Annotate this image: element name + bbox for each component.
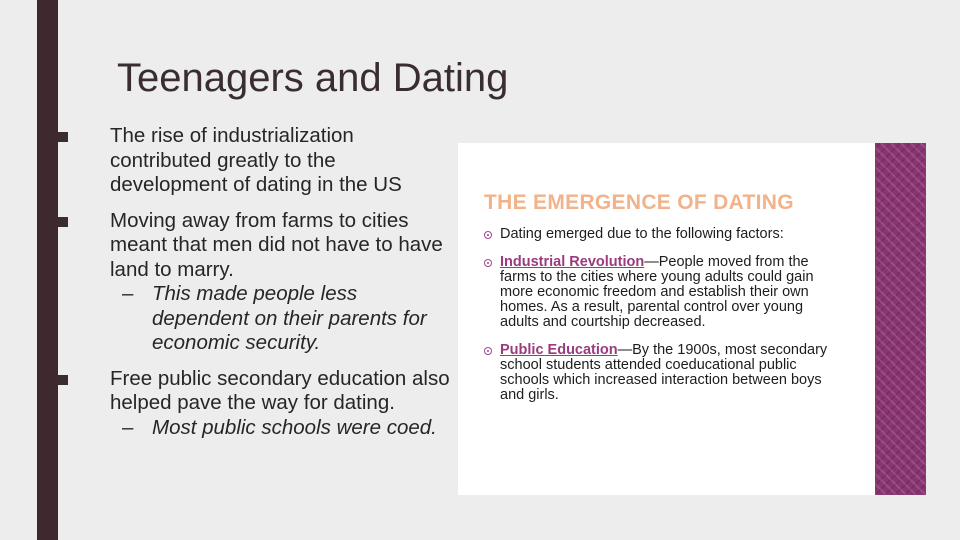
factor-term: Industrial Revolution (500, 254, 645, 270)
circle-bullet-icon (484, 231, 492, 239)
embedded-list-item (482, 255, 840, 330)
embedded-list-item (482, 343, 840, 403)
embedded-heading: THE EMERGENCE OF DATING (484, 191, 794, 214)
sub-bullet-item (110, 416, 458, 441)
factor-term: Public Education (500, 342, 618, 358)
bullet-item (58, 367, 458, 441)
square-bullet-icon (58, 217, 68, 227)
bullet-list (58, 124, 458, 451)
dash-icon: – (122, 415, 134, 439)
bullet-text: The rise of industrialization contributed greatly to the development of dating in the US (110, 124, 402, 196)
bullet-item (58, 209, 458, 356)
circle-bullet-icon (484, 259, 492, 267)
sub-bullet-text: This made people less dependent on their parents for economic security. (152, 282, 427, 354)
factor-text: —People moved from the farms to the cities where young adults could gain more economic freedom and establish their own homes. As a result, parental control over young adults and courtship decreased. (500, 254, 814, 330)
embedded-slide-image (458, 143, 926, 495)
embedded-factor-list (482, 227, 840, 416)
bullet-text: Moving away from farms to cities meant that men did not have to have land to marry. (110, 208, 443, 281)
circle-bullet-icon (484, 347, 492, 355)
square-bullet-icon (58, 132, 68, 142)
square-bullet-icon (58, 375, 68, 385)
embedded-intro: Dating emerged due to the following factors: (500, 226, 784, 242)
sub-bullet-text: Most public schools were coed. (152, 415, 437, 439)
dash-icon: – (122, 282, 134, 305)
decorative-pattern-strip (875, 143, 926, 495)
left-accent-bar (37, 0, 58, 540)
embedded-list-item (482, 227, 840, 242)
factor-text: —By the 1900s, most secondary school students attended coeducational public schools which increased interaction between boys and girls. (500, 342, 828, 403)
bullet-item (58, 124, 458, 198)
bullet-text: Free public secondary education also helped pave the way for dating. (110, 366, 450, 414)
slide-title: Teenagers and Dating (117, 56, 509, 100)
sub-bullet-item (110, 282, 458, 356)
